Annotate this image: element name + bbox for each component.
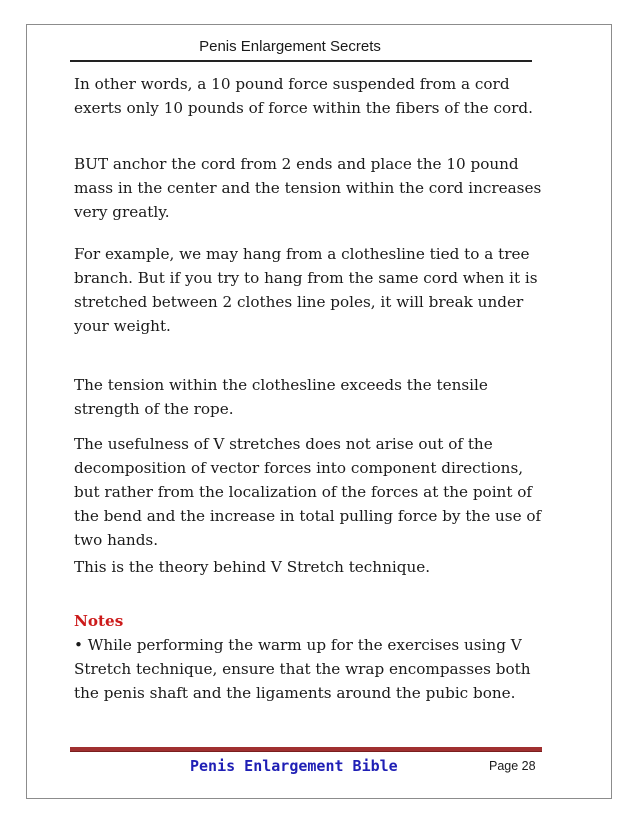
page-number: Page 28 bbox=[489, 759, 536, 773]
notes-item: • While performing the warm up for the exercises using V Stretch technique, ensure that the wrap encompasses both the penis shaft and the ligaments around the pubic bone. bbox=[74, 636, 531, 702]
paragraph-1: In other words, a 10 pound force suspended from a cord exerts only 10 pounds of force within the fibers of the cord. bbox=[74, 75, 533, 117]
header-divider bbox=[70, 60, 532, 62]
paragraph-6: This is the theory behind V Stretch technique. bbox=[74, 558, 431, 576]
header-title: Penis Enlargement Secrets bbox=[199, 38, 381, 55]
paragraph-2: BUT anchor the cord from 2 ends and place the 10 pound mass in the center and the tension within the cord increases very greatly. bbox=[74, 155, 542, 221]
footer-divider bbox=[70, 747, 542, 752]
notes-section bbox=[74, 609, 544, 705]
footer-book-title: Penis Enlargement Bible bbox=[190, 757, 398, 775]
paragraph-3: For example, we may hang from a clothesline tied to a tree branch. But if you try to hang from the same cord when it is stretched between 2 clothes line poles, it will break under your weight. bbox=[74, 245, 538, 335]
paragraph-5: The usefulness of V stretches does not arise out of the decomposition of vector forces into component directions, but rather from the localization of the forces at the point of the bend and the increase in total pulling force by the use of two hands. bbox=[74, 435, 542, 549]
page-content bbox=[74, 72, 544, 702]
paragraph-4: The tension within the clothesline exceeds the tensile strength of the rope. bbox=[74, 376, 488, 418]
notes-title: Notes bbox=[74, 612, 124, 630]
